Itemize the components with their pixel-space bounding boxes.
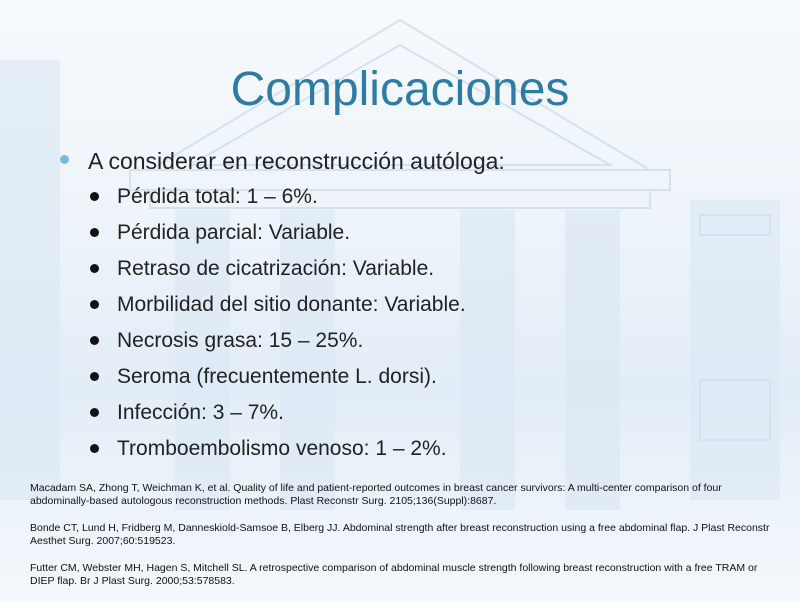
sub-bullet-text: Infección: 3 – 7%. (117, 401, 284, 424)
sub-bullet-text: Seroma (frecuentemente L. dorsi). (117, 365, 437, 388)
bullet-list (60, 146, 505, 180)
bullet-dot-icon (90, 336, 99, 345)
sub-bullet-list (60, 182, 466, 470)
sub-bullet-text: Tromboembolismo venoso: 1 – 2%. (117, 437, 447, 460)
sub-bullet-text: Pérdida parcial: Variable. (117, 221, 351, 244)
reference-item: Futter CM, Webster MH, Hagen S, Mitchell SL. A retrospective comparison of abdominal muscle strength following breast reconstruction with a free TRAM or DIEP flap. Br J Plast Surg. 2000;53:578583. (30, 562, 758, 587)
sub-bullet-text: Pérdida total: 1 – 6%. (117, 185, 318, 208)
bullet-dot-icon (90, 228, 99, 237)
sub-bullet-text: Morbilidad del sitio donante: Variable. (117, 293, 466, 316)
sub-bullet (60, 290, 466, 326)
bullet-dot-icon (90, 192, 99, 201)
bullet-dot-icon (90, 444, 99, 453)
bullet-dot-icon (90, 372, 99, 381)
sub-bullet (60, 434, 466, 470)
sub-bullet (60, 362, 466, 398)
sub-bullet (60, 326, 466, 362)
reference-item: Macadam SA, Zhong T, Weichman K, et al. Quality of life and patient-reported outcomes in breast cancer survivors: A multi-center comparison of four abdominally-based autologous reconstruction methods. Plast Reconstr Surg. 2105;136(Suppl):8687. (30, 482, 722, 507)
sub-bullet (60, 398, 466, 434)
bullet-dot-icon (60, 155, 69, 164)
bullet-dot-icon (90, 408, 99, 417)
sub-bullet (60, 182, 466, 218)
sub-bullet-text: Necrosis grasa: 15 – 25%. (117, 329, 364, 352)
sub-bullet (60, 218, 466, 254)
slide-title: Complicaciones (230, 63, 570, 116)
main-bullet-text: A considerar en reconstrucción autóloga: (88, 148, 505, 174)
reference-item: Bonde CT, Lund H, Fridberg M, Danneskiold-Samsoe B, Elberg JJ. Abdominal strength after breast reconstruction using a free abdominal flap. J Plast Reconstr Aesthet Surg. 2007;60:519523. (30, 522, 770, 547)
main-bullet (60, 146, 505, 180)
bullet-dot-icon (90, 300, 99, 309)
sub-bullet (60, 254, 466, 290)
bullet-dot-icon (90, 264, 99, 273)
references (30, 482, 775, 602)
sub-bullet-text: Retraso de cicatrización: Variable. (117, 257, 435, 280)
